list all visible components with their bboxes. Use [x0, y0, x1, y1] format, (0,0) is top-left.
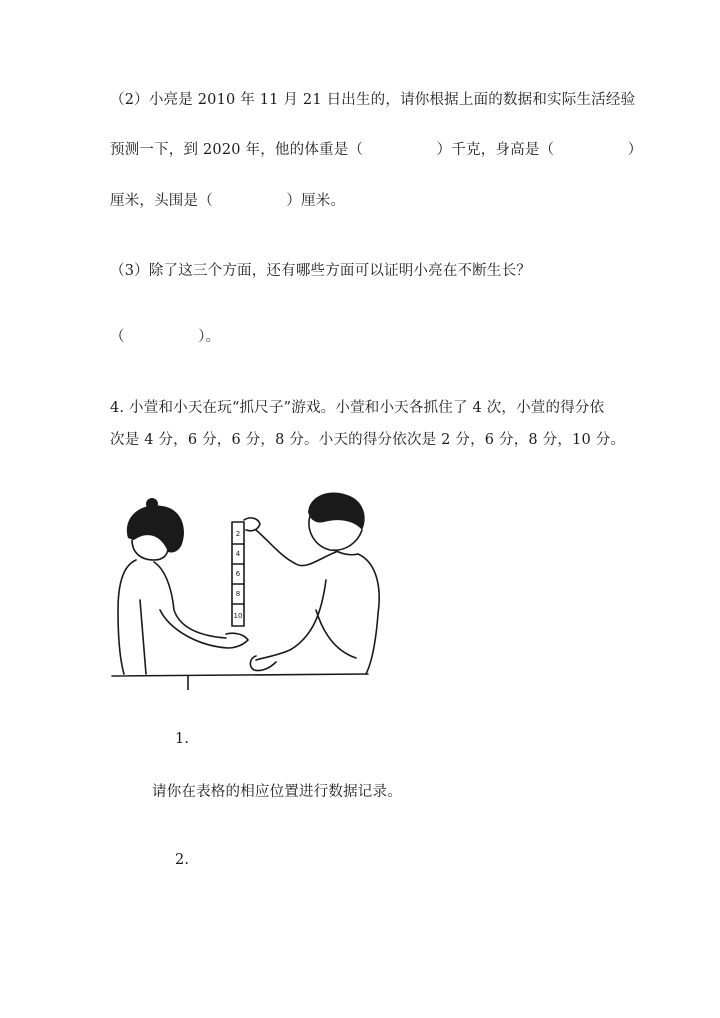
question-4-line-2: 次是 4 分，6 分，6 分，8 分。小天的得分依次是 2 分，6 分，8 分，10 分。 [110, 432, 626, 448]
ruler-mark: 4 [235, 550, 241, 558]
illustration-drawing [110, 490, 390, 690]
question-2-line-2: 预测一下，到 2020 年，他的体重是（ ）千克，身高是（ ） [110, 142, 643, 158]
question-2-line-1: （2）小亮是 2010 年 11 月 21 日出生的，请你根据上面的数据和实际生活经验 [110, 92, 636, 108]
girl-figure [118, 498, 248, 674]
boy-figure [244, 493, 379, 674]
question-3-prompt: （3）除了这三个方面，还有哪些方面可以证明小亮在不断生长？ [110, 263, 532, 279]
subitem-2-number: 2. [175, 852, 190, 868]
subitem-1-number: 1. [175, 731, 190, 747]
table-edge [112, 674, 368, 676]
ruler-mark: 8 [235, 590, 241, 598]
ruler [232, 522, 244, 626]
children-catching-ruler-illustration [110, 490, 390, 690]
question-3-answer-blank: （ ）。 [110, 329, 221, 345]
ruler-mark: 2 [235, 530, 241, 538]
subitem-1-text: 请你在表格的相应位置进行数据记录。 [152, 784, 402, 800]
ruler-mark: 6 [235, 570, 241, 578]
question-2-line-3: 厘米，头围是（ ）厘米。 [110, 193, 346, 209]
question-4-line-1: 4. 小萱和小天在玩“抓尺子”游戏。小萱和小天各抓住了 4 次，小萱的得分依 [110, 400, 605, 416]
ruler-mark: 10 [233, 612, 243, 620]
